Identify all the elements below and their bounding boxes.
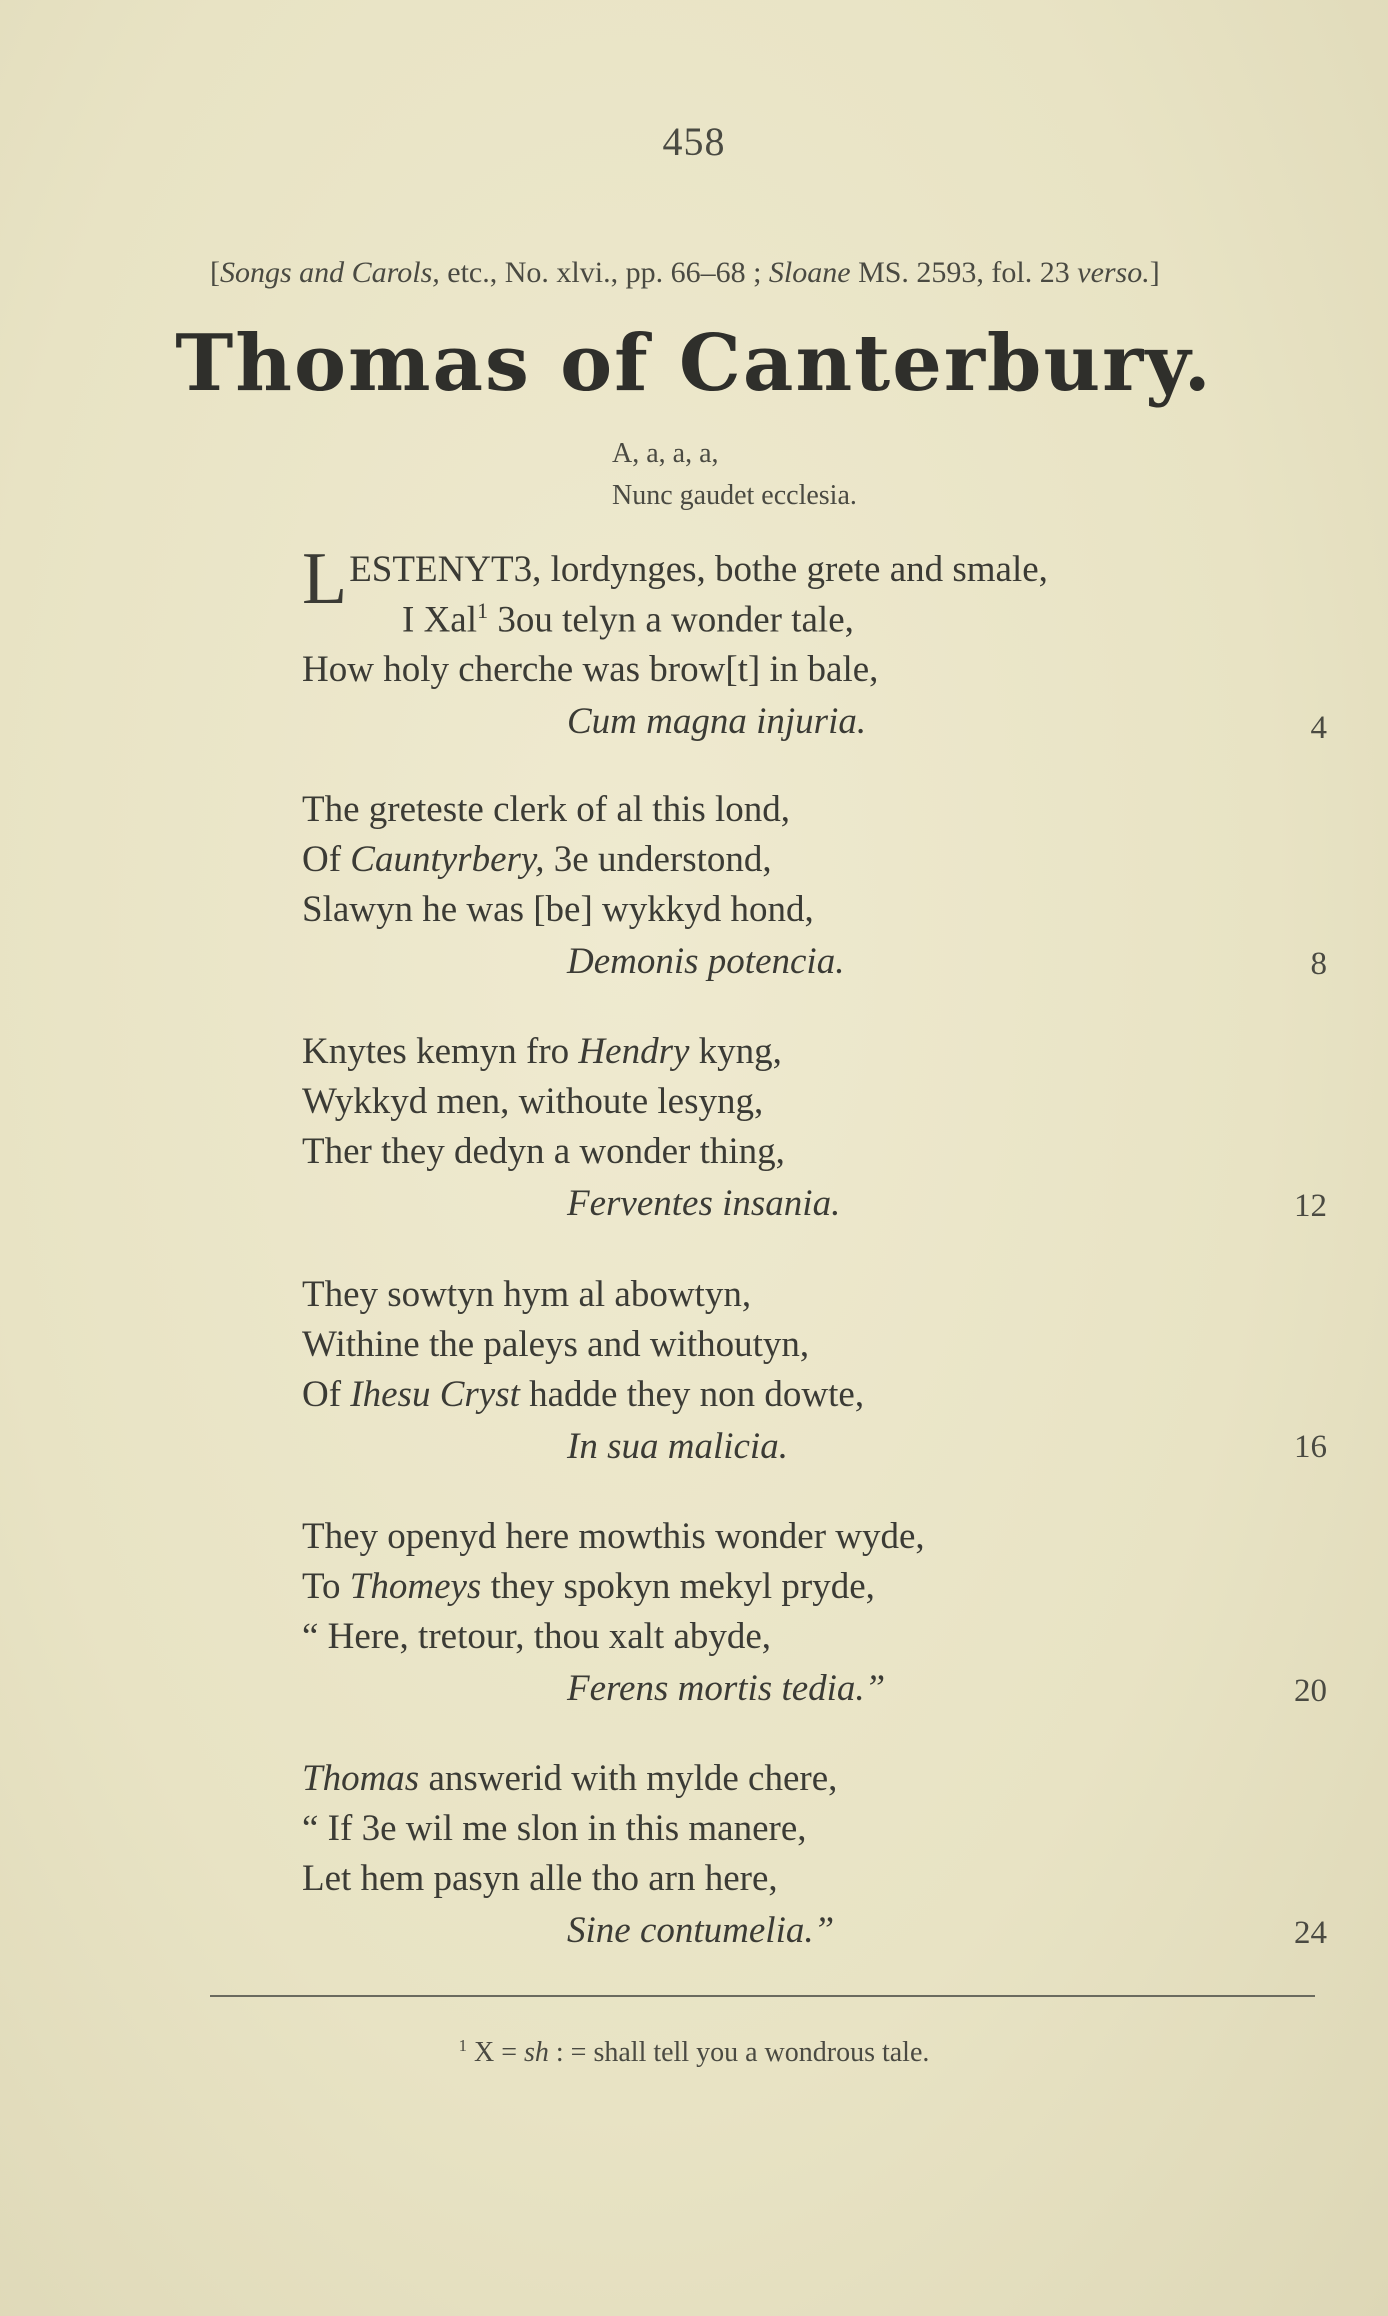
stanza-line: Ther they dedyn a wonder thing,: [302, 1131, 785, 1172]
drop-cap: L: [302, 538, 348, 620]
stanza-line: “ Here, tretour, thou xalt abyde,: [302, 1616, 772, 1657]
refrain-line: Cum magna injuria.: [567, 701, 867, 742]
refrain-line: Sine contumelia.”: [567, 1910, 835, 1951]
stanza-line: I Xal$^1$ 3ou telyn a wonder tale,: [402, 598, 854, 641]
footnote-divider: [210, 1995, 1315, 1997]
line-number: 4: [1310, 710, 1327, 746]
line-number: 12: [1294, 1188, 1327, 1224]
stanza-line: They openyd here mowthis wonder wyde,: [302, 1516, 925, 1557]
stanza-line: Let hem pasyn alle tho arn here,: [302, 1858, 778, 1899]
stanza-line: Of Ihesu Cryst hadde they non dowte,: [302, 1374, 865, 1415]
source-citation: [Songs and Carols, etc., No. xlvi., pp. 66–68 ; Sloane MS. 2593, fol. 23 verso.]: [210, 256, 1160, 289]
stanza-line: The greteste clerk of al this lond,: [302, 789, 791, 830]
footnote: $^1$ X = sh : = shall tell you a wondrous tale.: [458, 2036, 930, 2069]
stanza-line: They sowtyn hym al abowtyn,: [302, 1274, 752, 1315]
source-ms-name: Sloane: [768, 256, 851, 289]
poem-title: Thomas of Canterbury.: [175, 318, 1213, 409]
source-verso: verso.: [1077, 256, 1150, 289]
stanza-line: Knytes kemyn fro Hendry kyng,: [302, 1031, 782, 1072]
refrain-line: Demonis potencia.: [567, 941, 845, 982]
source-book-title: Songs and Carols,: [220, 256, 440, 289]
stanza-line: “ If 3e wil me slon in this manere,: [302, 1808, 807, 1849]
stanza-line: Of Cauntyrbery, 3e understond,: [302, 839, 772, 880]
page-number: 458: [662, 119, 726, 164]
refrain-line: In sua malicia.: [567, 1426, 788, 1467]
stanza-line: Slawyn he was [be] wykkyd hond,: [302, 889, 814, 930]
line-number: 8: [1310, 946, 1327, 982]
refrain-line: Ferens mortis tedia.”: [567, 1668, 886, 1709]
stanza-line: How holy cherche was brow[t] in bale,: [302, 649, 879, 690]
burden-line-2: Nunc gaudet ecclesia.: [612, 480, 857, 511]
stanza-line: Thomas answerid with mylde chere,: [302, 1758, 838, 1799]
stanza-line: Withine the paleys and withoutyn,: [302, 1324, 810, 1365]
stanza-line: Wykkyd men, withoute lesyng,: [302, 1081, 764, 1122]
refrain-line: Ferventes insania.: [567, 1183, 841, 1224]
footnote-ref: 1: [477, 598, 489, 623]
line-number: 20: [1294, 1673, 1327, 1709]
line-number: 24: [1294, 1915, 1327, 1951]
stanza-line: LESTENYT3, lordynges, bothe grete and smale,: [302, 538, 1048, 620]
stanza-line: To Thomeys they spokyn mekyl pryde,: [302, 1566, 875, 1607]
burden-line-1: A, a, a, a,: [612, 438, 719, 469]
line-number: 16: [1294, 1429, 1327, 1465]
